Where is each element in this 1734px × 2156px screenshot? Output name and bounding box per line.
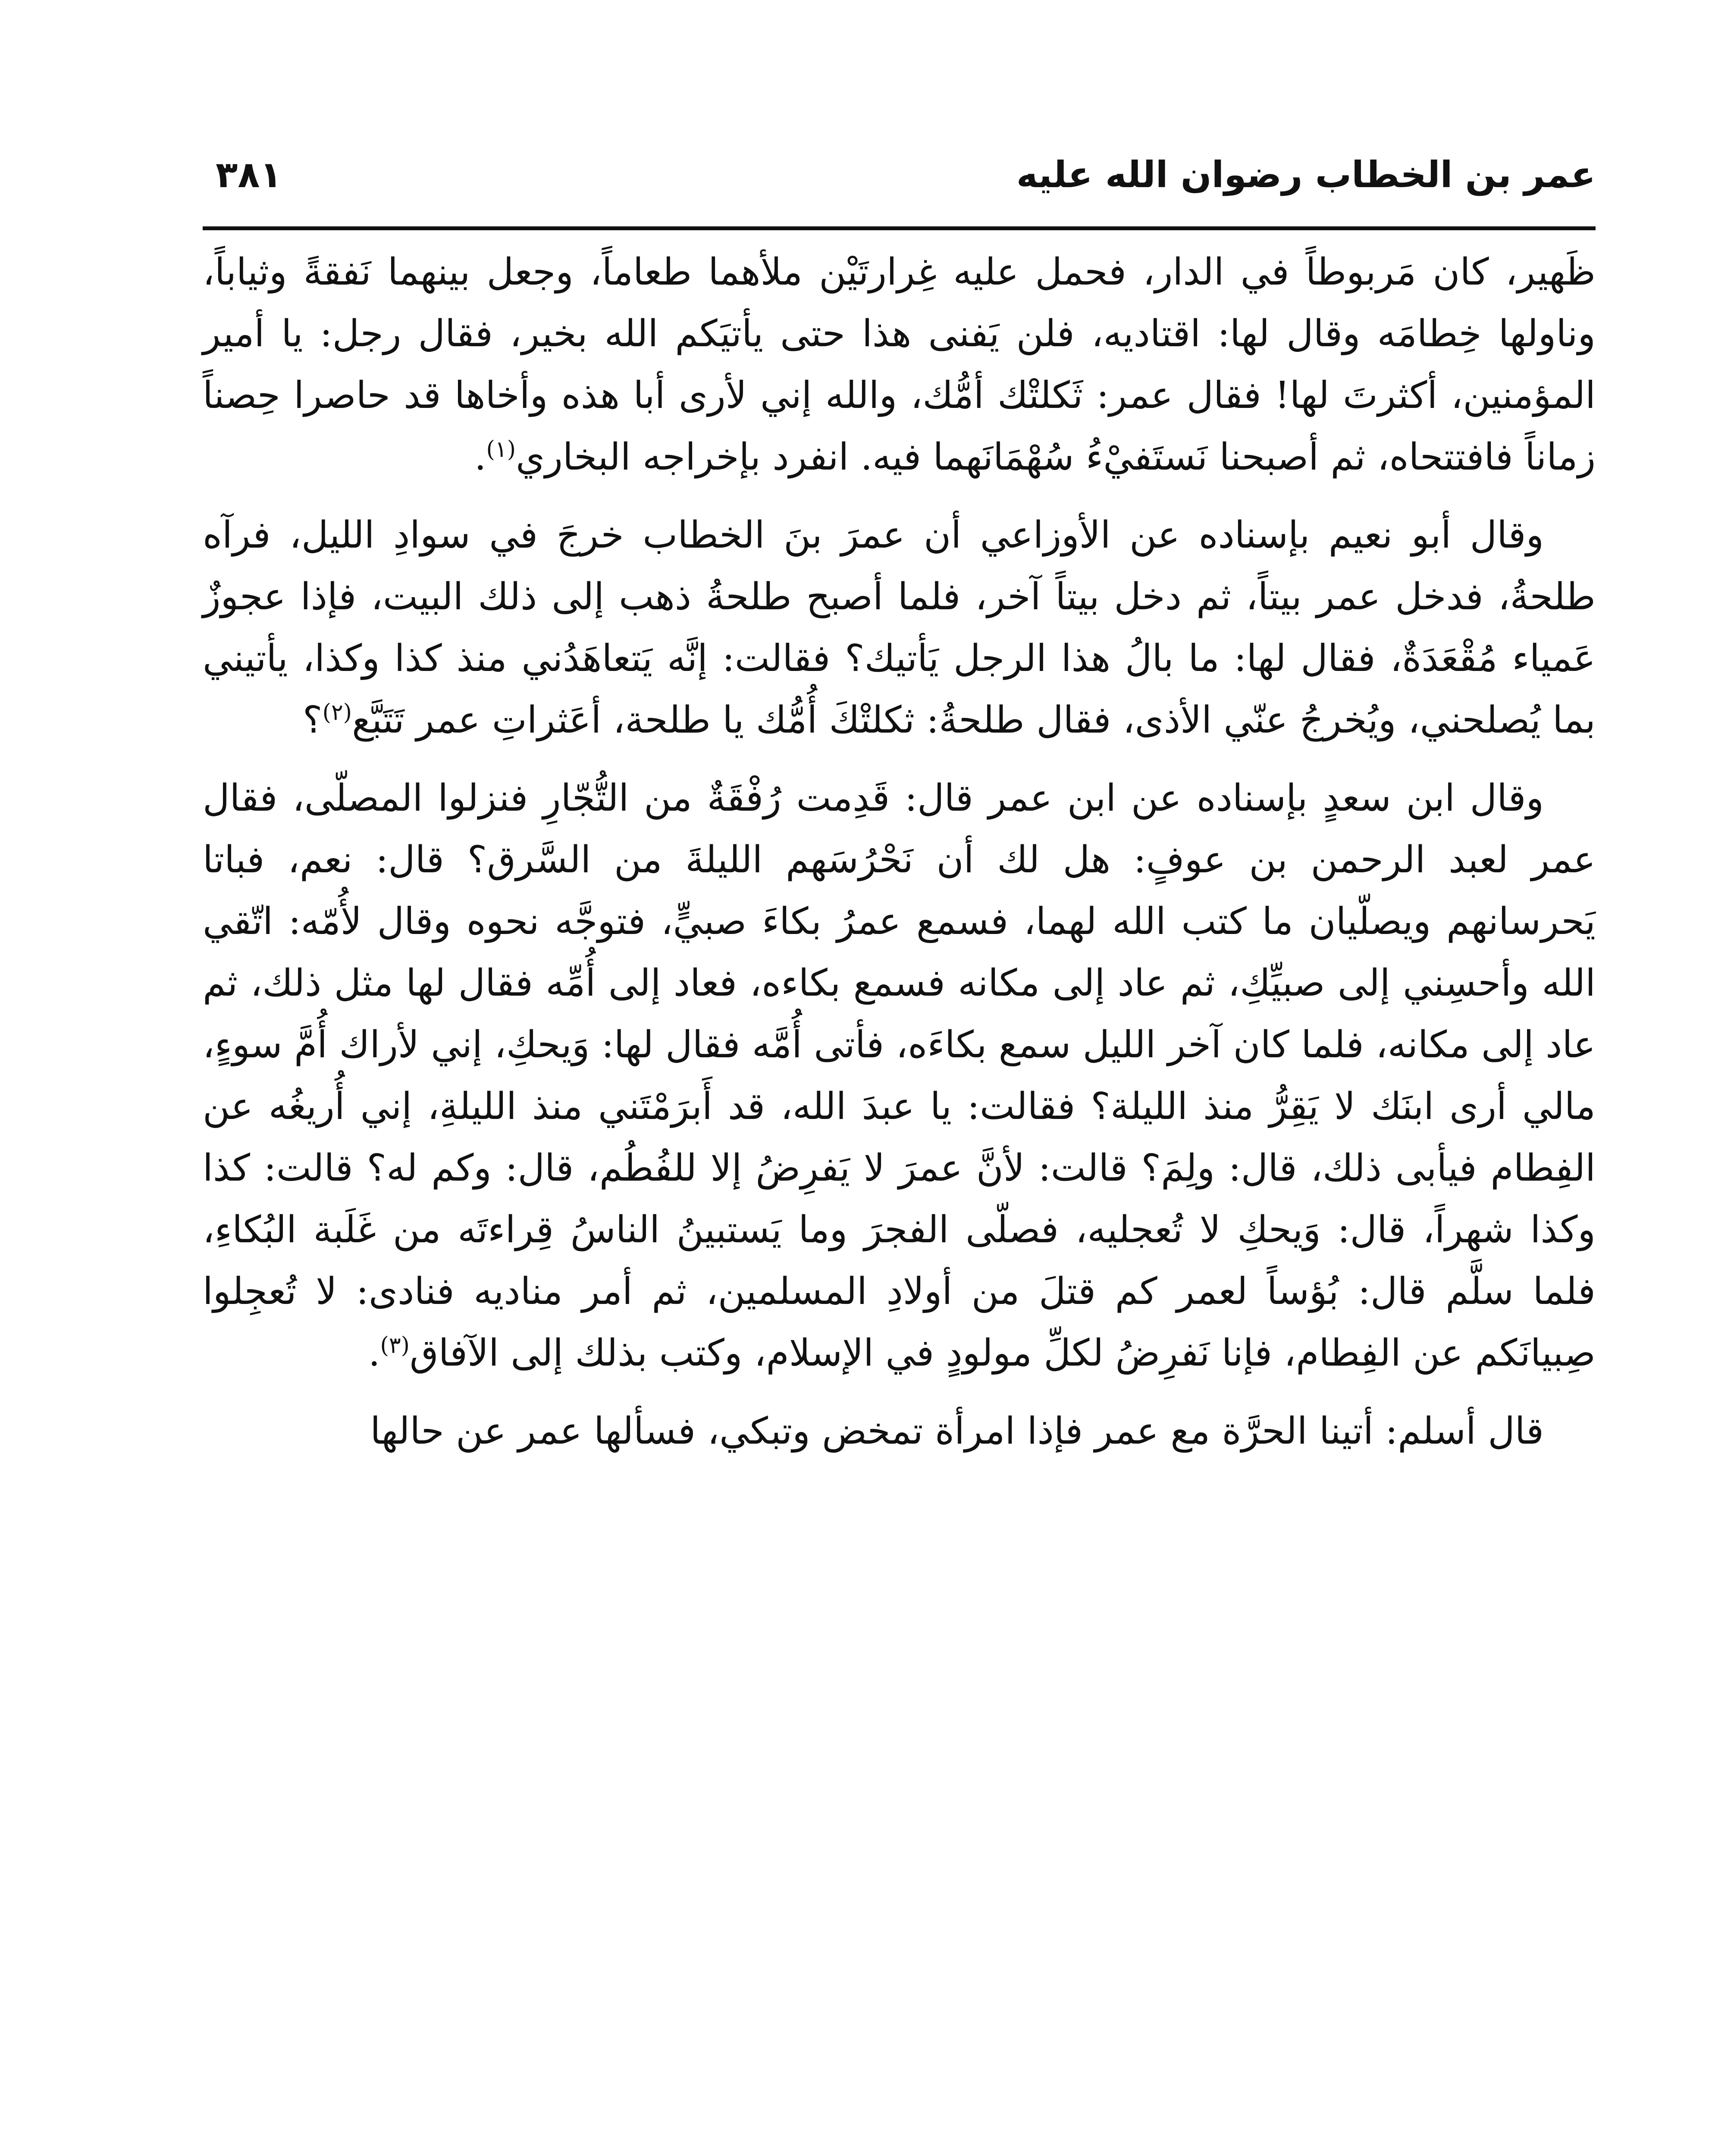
running-title: عمر بن الخطاب رضوان الله عليه xyxy=(1016,154,1596,196)
paragraph-3 xyxy=(203,768,1596,1384)
paragraph-4 xyxy=(203,1401,1596,1462)
footnote-marker: (١) xyxy=(486,436,516,463)
paragraph-end: . xyxy=(368,1332,380,1375)
paragraph-text: وقال أبو نعيم بإسناده عن الأوزاعي أن عمرَ بنَ الخطاب خرجَ في سوادِ الليل، فرآه طلحةُ، فدخل عمر بيتاً، ثم دخل بيتاً آخر، فلما أصبح طلحةُ ذهب إلى ذلك البيت، فإذا عجوزٌ عَمياء مُقْعَدَةٌ، فقال لها: ما بالُ هذا الرجل يَأتيك؟ فقالت: إنَّه يَتعاهَدُني منذ كذا وكذا، يأتيني بما يُصلحني، ويُخرجُ عنّي الأذى، فقال طلحةُ: ثكلتْكَ أُمُّك يا طلحة، أعَثراتِ عمر تَتَبَّع xyxy=(203,514,1596,742)
body-text xyxy=(203,241,1596,1479)
footnote-marker: (٣) xyxy=(380,1332,410,1359)
page-header xyxy=(203,142,1596,211)
paragraph-1 xyxy=(203,241,1596,488)
paragraph-2 xyxy=(203,505,1596,751)
paragraph-text: ظَهير، كان مَربوطاً في الدار، فحمل عليه غِرارتَيْن ملأهما طعاماً، وجعل بينهما نَفقةً وثياباً، وناولها خِطامَه وقال لها: اقتاديه، فلن يَفنى هذا حتى يأتيَكم الله بخير، فقال رجل: يا أمير المؤمنين، أكثرتَ لها! فقال عمر: ثَكلتْك أمُّك، والله إني لأرى أبا هذه وأخاها قد حاصرا حِصناً زماناً فافتتحاه، ثم أصبحنا نَستَفيْءُ سُهْمَانَهما فيه. انفرد بإخراجه البخاري xyxy=(203,251,1596,479)
header-rule xyxy=(203,226,1596,230)
footnote-marker: (٢) xyxy=(322,699,352,726)
paragraph-text: قال أسلم: أتينا الحرَّة مع عمر فإذا امرأة تمخض وتبكي، فسألها عمر عن حالها xyxy=(370,1410,1544,1453)
paragraph-end: ؟ xyxy=(302,699,323,742)
paragraph-end: . xyxy=(474,436,486,479)
paragraph-text: وقال ابن سعدٍ بإسناده عن ابن عمر قال: قَدِمت رُفْقَةٌ من التُّجّارِ فنزلوا المصلّى، فقال عمر لعبد الرحمن بن عوفٍ: هل لك أن نَحْرُسَهم الليلةَ من السَّرق؟ قال: نعم، فباتا يَحرسانهم ويصلّيان ما كتب الله لهما، فسمع عمرُ بكاءَ صبيٍّ، فتوجَّه نحوه وقال لأُمّه: اتّقي الله وأحسِني إلى صبيِّكِ، ثم عاد إلى مكانه فسمع بكاءه، فعاد إلى أُمِّه فقال لها مثل ذلك، ثم عاد إلى مكانه، فلما كان آخر الليل سمع بكاءَه، فأتى أُمَّه فقال لها: وَيحكِ، إني لأراك أُمَّ سوءٍ، مالي أرى ابنَك لا يَقِرُّ منذ الليلة؟ فقالت: يا عبدَ الله، قد أَبرَمْتَني منذ الليلةِ، إني أُريغُه عن الفِطام فيأبى ذلك، قال: ولِمَ؟ قالت: لأنَّ عمرَ لا يَفرِضُ إلا للفُطُم، قال: وكم له؟ قالت: كذا وكذا شهراً، قال: وَيحكِ لا تُعجليه، فصلّى الفجرَ وما يَستبينُ الناسُ قِراءتَه من غَلَبة البُكاءِ، فلما سلَّم قال: بُؤساً لعمر كم قتلَ من أولادِ المسلمين، ثم أمر مناديه فنادى: لا تُعجِلوا صِبيانَكم عن الفِطام، فإنا نَفرِضُ لكلِّ مولودٍ في الإسلام، وكتب بذلك إلى الآفاق xyxy=(203,777,1596,1375)
page-number: ٣٨١ xyxy=(216,154,282,196)
